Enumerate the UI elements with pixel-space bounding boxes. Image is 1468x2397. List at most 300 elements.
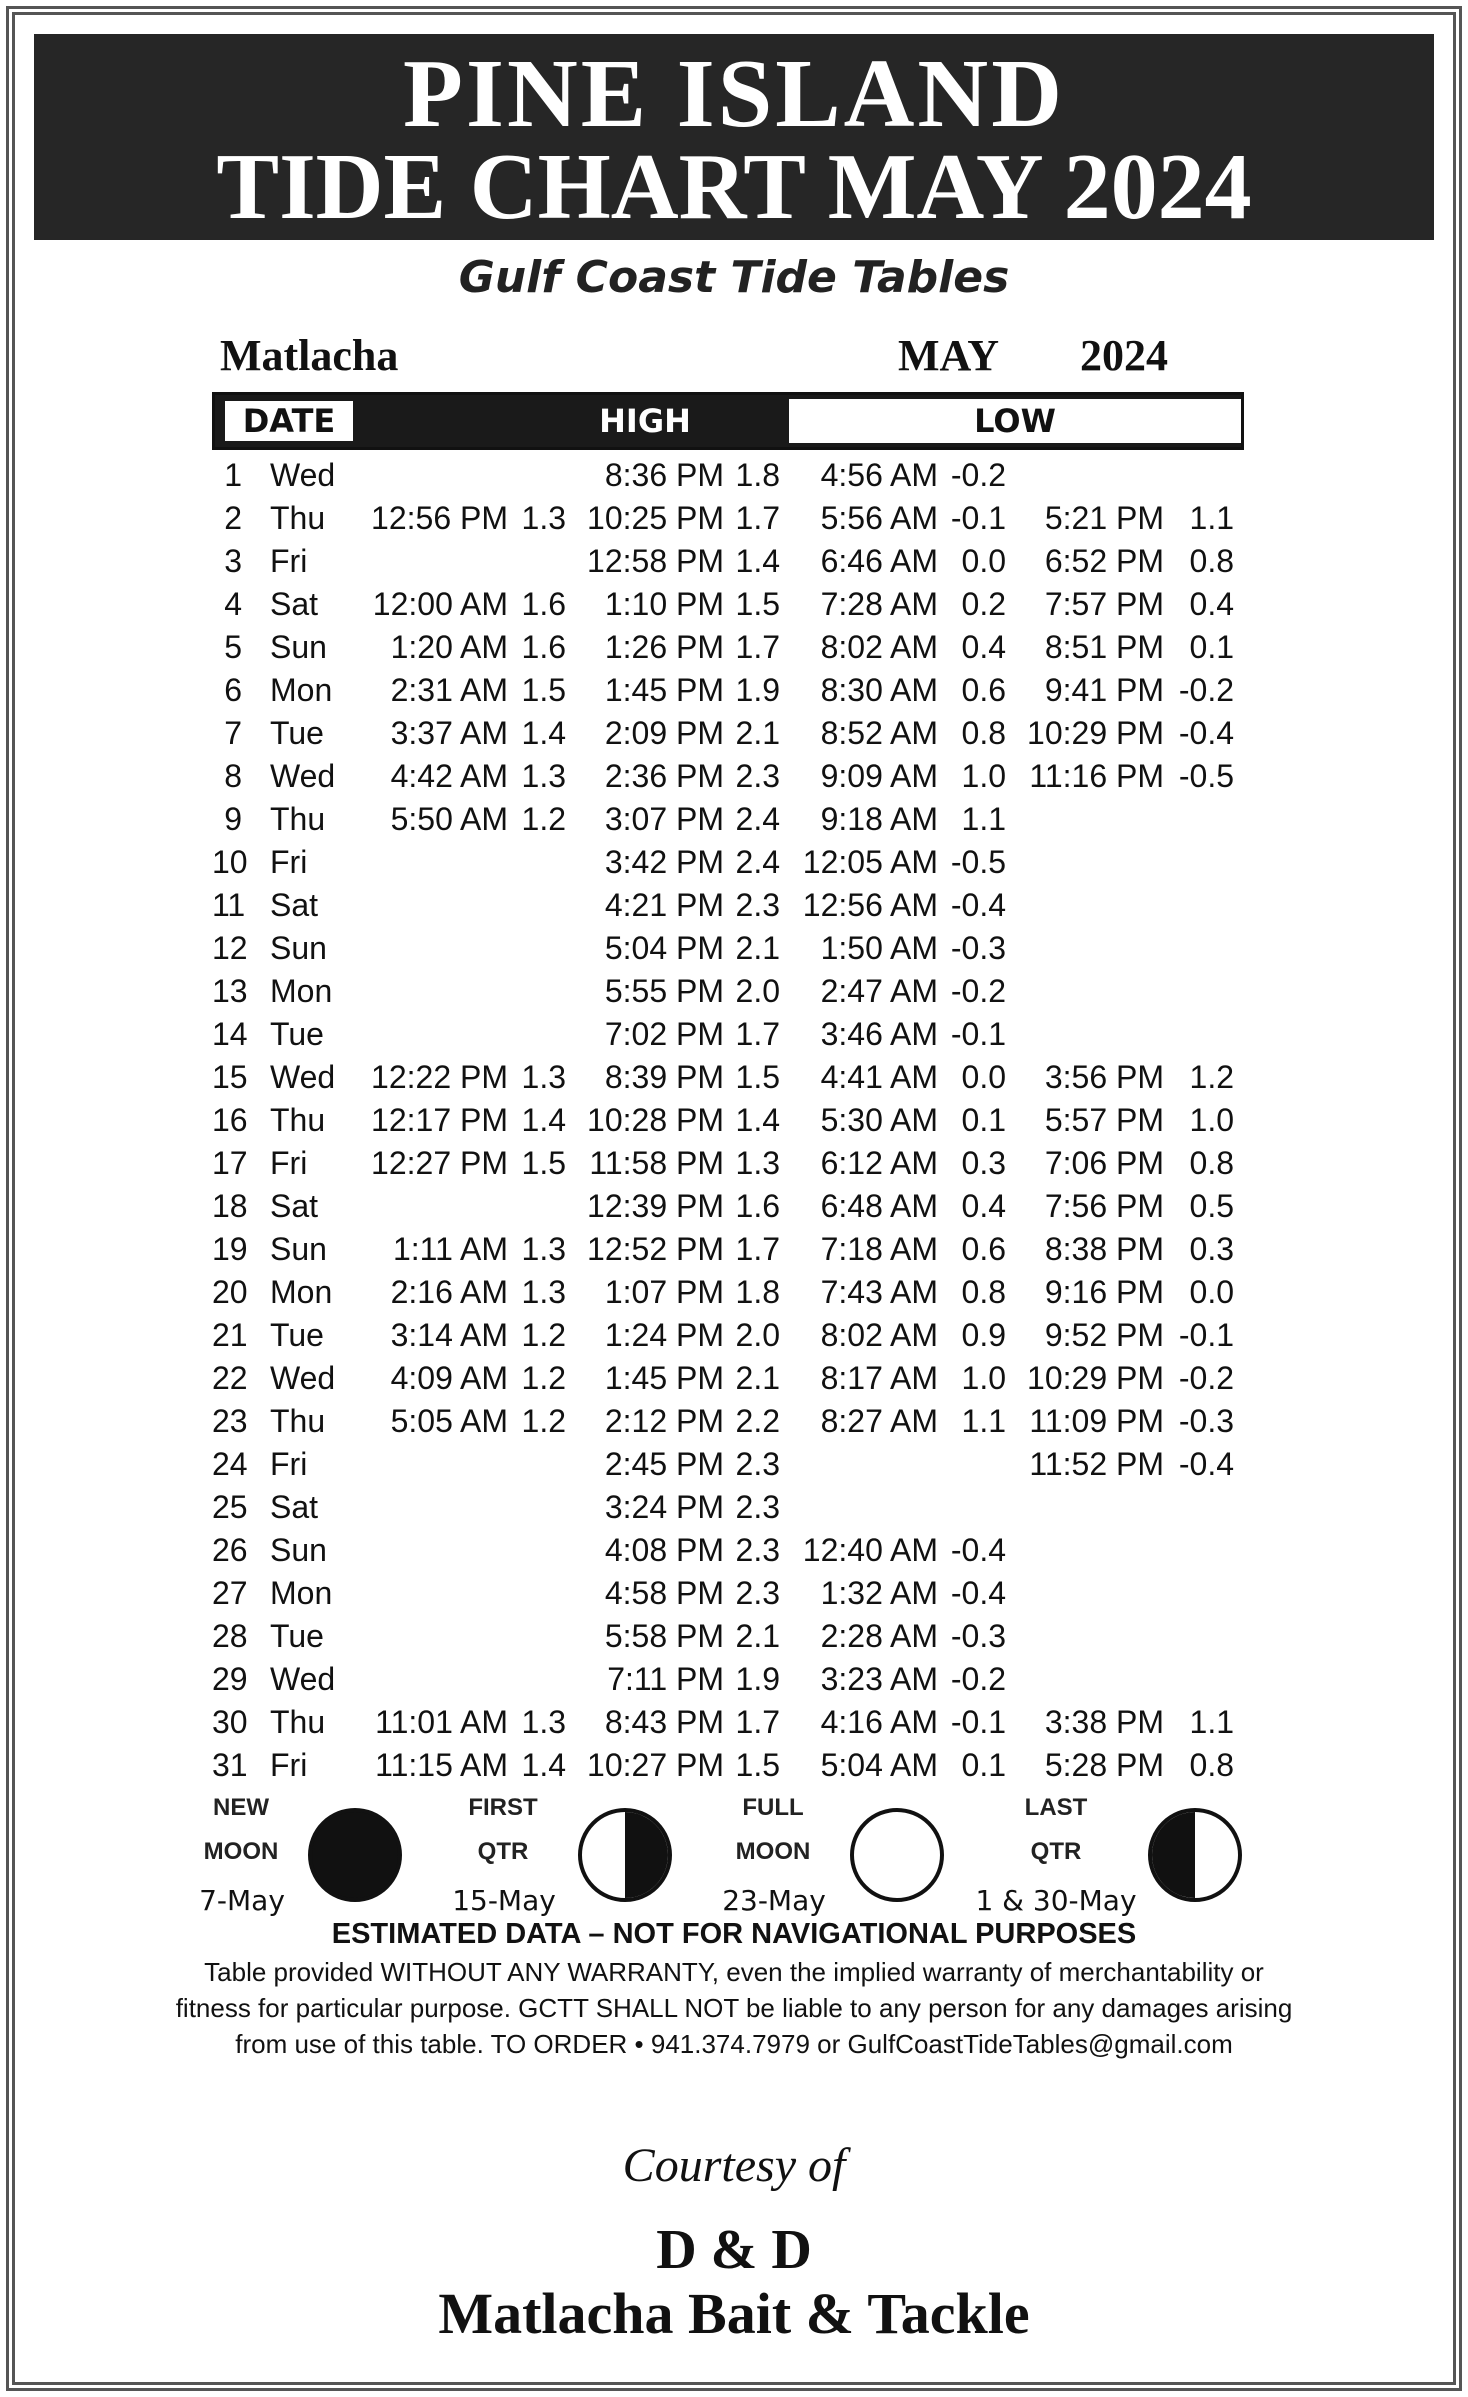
title-banner	[34, 34, 1434, 240]
table-row	[212, 1529, 1252, 1572]
day-number: 25	[212, 1489, 248, 1525]
low-1-time: 4:16 AM	[820, 1704, 938, 1740]
high-1-height: 1.5	[521, 672, 566, 708]
low-1-height: -0.4	[950, 887, 1006, 923]
low-1-time: 12:40 AM	[802, 1532, 938, 1568]
table-row	[212, 1400, 1252, 1443]
table-row	[212, 1056, 1252, 1099]
table-row	[212, 497, 1252, 540]
low-1-time: 8:30 AM	[820, 672, 938, 708]
high-2-height: 2.4	[735, 801, 780, 837]
day-of-week: Sun	[270, 1231, 327, 1267]
high-2-time: 3:24 PM	[604, 1489, 724, 1525]
moon-date-new: 7-May	[199, 1884, 285, 1917]
low-1-height: 0.6	[961, 672, 1006, 708]
moon-date-first: 15-May	[452, 1884, 556, 1917]
low-2-time: 7:57 PM	[1044, 586, 1164, 622]
day-of-week: Fri	[270, 543, 308, 579]
table-row	[212, 1572, 1252, 1615]
low-1-height: -0.3	[950, 930, 1006, 966]
day-number: 2	[224, 500, 242, 536]
high-1-height: 1.3	[521, 500, 566, 536]
low-1-time: 5:04 AM	[820, 1747, 938, 1783]
moon-label-full-2: MOON	[735, 1838, 811, 1865]
low-2-time: 7:56 PM	[1044, 1188, 1164, 1224]
day-number: 26	[212, 1532, 248, 1568]
low-1-height: 0.8	[961, 1274, 1006, 1310]
day-number: 5	[224, 629, 242, 665]
low-1-height: 0.3	[961, 1145, 1006, 1181]
high-1-height: 1.4	[521, 1102, 566, 1138]
high-2-time: 1:24 PM	[604, 1317, 724, 1353]
high-1-time: 11:01 AM	[375, 1704, 508, 1740]
last-quarter-moon-icon	[1148, 1808, 1242, 1902]
high-2-height: 1.5	[735, 586, 780, 622]
low-1-time: 7:28 AM	[820, 586, 938, 622]
high-2-height: 2.3	[735, 1575, 780, 1611]
day-of-week: Fri	[270, 844, 308, 880]
high-2-time: 4:58 PM	[604, 1575, 724, 1611]
low-2-height: 1.1	[1189, 1704, 1234, 1740]
high-2-height: 1.8	[735, 457, 780, 493]
low-2-height: 0.3	[1189, 1231, 1234, 1267]
low-1-height: 0.2	[961, 586, 1006, 622]
high-2-height: 2.0	[735, 973, 780, 1009]
day-of-week: Sat	[270, 1188, 319, 1224]
day-number: 10	[212, 844, 248, 880]
high-1-height: 1.3	[521, 1274, 566, 1310]
day-of-week: Sun	[270, 629, 327, 665]
title-line-2: TIDE CHART MAY 2024	[216, 135, 1252, 239]
low-1-height: 0.4	[961, 1188, 1006, 1224]
high-2-time: 5:55 PM	[604, 973, 724, 1009]
table-row	[212, 454, 1252, 497]
low-2-time: 3:56 PM	[1044, 1059, 1164, 1095]
low-2-height: -0.5	[1178, 758, 1234, 794]
moon-label-last-1: LAST	[1024, 1794, 1088, 1821]
table-row	[212, 1185, 1252, 1228]
high-2-time: 3:07 PM	[604, 801, 724, 837]
disclaimer-heading: ESTIMATED DATA – NOT FOR NAVIGATIONAL PURPOSES	[331, 1918, 1137, 1950]
high-1-time: 11:15 AM	[375, 1747, 508, 1783]
day-of-week: Tue	[270, 1016, 324, 1052]
low-1-time: 4:41 AM	[820, 1059, 938, 1095]
low-2-height: 0.5	[1189, 1188, 1234, 1224]
high-2-time: 7:02 PM	[604, 1016, 724, 1052]
high-1-height: 1.3	[521, 1059, 566, 1095]
low-2-height: 1.0	[1189, 1102, 1234, 1138]
low-1-time: 12:56 AM	[802, 887, 938, 923]
low-1-time: 2:28 AM	[820, 1618, 938, 1654]
business-name-2: Matlacha Bait & Tackle	[438, 2281, 1030, 2346]
high-2-time: 5:04 PM	[604, 930, 724, 966]
low-1-time: 6:48 AM	[820, 1188, 938, 1224]
low-1-time: 8:17 AM	[820, 1360, 938, 1396]
day-of-week: Wed	[270, 457, 336, 493]
table-row	[212, 798, 1252, 841]
table-row	[212, 841, 1252, 884]
low-2-height: -0.2	[1178, 1360, 1234, 1396]
table-row	[212, 1271, 1252, 1314]
low-2-time: 8:38 PM	[1044, 1231, 1164, 1267]
table-row	[212, 755, 1252, 798]
disclaimer-line-3: fitness for particular purpose. GCTT SHALL NOT be liable to any person for any damages arising	[175, 1993, 1293, 2023]
day-number: 14	[212, 1016, 248, 1052]
day-of-week: Fri	[270, 1145, 308, 1181]
high-2-time: 7:11 PM	[607, 1661, 724, 1697]
table-row	[212, 1142, 1252, 1185]
high-2-height: 1.7	[735, 500, 780, 536]
table-row	[212, 669, 1252, 712]
low-2-time: 9:41 PM	[1044, 672, 1164, 708]
low-1-time: 5:56 AM	[820, 500, 938, 536]
low-1-time: 12:05 AM	[802, 844, 938, 880]
high-1-time: 12:17 PM	[371, 1102, 508, 1138]
low-2-height: -0.3	[1178, 1403, 1234, 1439]
day-number: 20	[212, 1274, 248, 1310]
low-2-height: 0.8	[1189, 543, 1234, 579]
high-2-time: 1:26 PM	[604, 629, 724, 665]
table-row	[212, 927, 1252, 970]
day-of-week: Sat	[270, 887, 319, 923]
day-of-week: Wed	[270, 1360, 336, 1396]
business-name-1: D & D	[656, 2219, 812, 2281]
day-number: 8	[224, 758, 242, 794]
low-2-height: 1.2	[1189, 1059, 1234, 1095]
table-row	[212, 1013, 1252, 1056]
low-2-time: 8:51 PM	[1044, 629, 1164, 665]
high-2-height: 2.3	[735, 887, 780, 923]
high-1-time: 12:00 AM	[372, 586, 508, 622]
table-row	[212, 1443, 1252, 1486]
low-2-time: 3:38 PM	[1044, 1704, 1164, 1740]
high-1-height: 1.4	[521, 715, 566, 751]
day-number: 17	[212, 1145, 248, 1181]
low-1-time: 2:47 AM	[820, 973, 938, 1009]
high-2-time: 1:07 PM	[604, 1274, 724, 1310]
low-1-height: -0.2	[950, 973, 1006, 1009]
day-of-week: Sat	[270, 1489, 319, 1525]
table-row	[212, 1744, 1252, 1787]
full-moon-icon	[850, 1808, 944, 1902]
low-1-height: -0.1	[950, 500, 1006, 536]
high-2-time: 4:08 PM	[604, 1532, 724, 1568]
high-1-time: 2:16 AM	[390, 1274, 508, 1310]
high-2-height: 2.4	[735, 844, 780, 880]
day-number: 18	[212, 1188, 248, 1224]
high-2-height: 1.3	[735, 1145, 780, 1181]
table-row	[212, 1658, 1252, 1701]
high-2-time: 2:36 PM	[604, 758, 724, 794]
table-row	[212, 712, 1252, 755]
day-number: 23	[212, 1403, 248, 1439]
day-of-week: Sat	[270, 586, 319, 622]
high-1-time: 1:20 AM	[390, 629, 508, 665]
table-row	[212, 583, 1252, 626]
header-high: HIGH	[599, 402, 691, 440]
high-2-height: 2.3	[735, 1489, 780, 1525]
day-number: 1	[224, 457, 242, 493]
low-1-height: 0.0	[961, 1059, 1006, 1095]
high-2-time: 12:52 PM	[587, 1231, 724, 1267]
high-2-height: 1.5	[735, 1059, 780, 1095]
high-1-time: 3:37 AM	[390, 715, 508, 751]
high-2-height: 2.0	[735, 1317, 780, 1353]
day-of-week: Mon	[270, 672, 333, 708]
low-1-height: 0.1	[961, 1102, 1006, 1138]
low-1-time: 7:43 AM	[820, 1274, 938, 1310]
high-2-time: 2:12 PM	[604, 1403, 724, 1439]
high-2-time: 5:58 PM	[604, 1618, 724, 1654]
low-1-time: 8:27 AM	[820, 1403, 938, 1439]
high-2-time: 10:28 PM	[587, 1102, 724, 1138]
month: MAY	[898, 331, 1000, 380]
high-2-height: 1.7	[735, 629, 780, 665]
low-2-height: 0.8	[1189, 1747, 1234, 1783]
high-1-time: 5:05 AM	[390, 1403, 508, 1439]
high-2-time: 3:42 PM	[604, 844, 724, 880]
year: 2024	[1080, 331, 1168, 380]
new-moon-icon	[308, 1808, 402, 1902]
low-2-height: 0.0	[1189, 1274, 1234, 1310]
location: Matlacha	[220, 331, 399, 380]
table-row	[212, 884, 1252, 927]
low-1-height: -0.2	[950, 457, 1006, 493]
high-2-time: 1:10 PM	[604, 586, 724, 622]
day-number: 15	[212, 1059, 248, 1095]
high-1-time: 3:14 AM	[390, 1317, 508, 1353]
high-2-height: 1.9	[735, 672, 780, 708]
low-2-time: 6:52 PM	[1044, 543, 1164, 579]
low-1-height: 1.0	[961, 758, 1006, 794]
low-2-height: -0.4	[1178, 715, 1234, 751]
low-1-height: 0.1	[961, 1747, 1006, 1783]
high-2-height: 2.1	[735, 715, 780, 751]
low-2-height: 0.1	[1189, 629, 1234, 665]
day-of-week: Tue	[270, 1618, 324, 1654]
moon-label-last-2: QTR	[1030, 1838, 1082, 1865]
moon-date-last: 1 & 30-May	[975, 1884, 1137, 1917]
low-1-height: -0.4	[950, 1532, 1006, 1568]
day-number: 4	[224, 586, 242, 622]
low-1-time: 3:23 AM	[820, 1661, 938, 1697]
moon-label-new-1: NEW	[213, 1794, 269, 1821]
high-1-height: 1.3	[521, 1704, 566, 1740]
high-2-height: 1.7	[735, 1016, 780, 1052]
low-2-height: -0.1	[1178, 1317, 1234, 1353]
high-1-time: 4:09 AM	[390, 1360, 508, 1396]
high-2-height: 2.3	[735, 1532, 780, 1568]
day-number: 16	[212, 1102, 248, 1138]
high-2-time: 11:58 PM	[589, 1145, 724, 1181]
day-of-week: Thu	[270, 1102, 326, 1138]
moon-date-full: 23-May	[722, 1884, 826, 1917]
day-number: 22	[212, 1360, 248, 1396]
high-1-time: 5:50 AM	[390, 801, 508, 837]
low-2-time: 11:52 PM	[1029, 1446, 1164, 1482]
day-number: 27	[212, 1575, 248, 1611]
low-1-time: 1:50 AM	[820, 930, 938, 966]
disclaimer-line-4: from use of this table. TO ORDER • 941.374.7979 or GulfCoastTideTables@gmail.com	[235, 2029, 1233, 2059]
low-1-time: 7:18 AM	[820, 1231, 938, 1267]
low-2-height: 1.1	[1189, 500, 1234, 536]
low-1-time: 9:09 AM	[820, 758, 938, 794]
high-2-height: 1.4	[735, 1102, 780, 1138]
low-1-time: 6:46 AM	[820, 543, 938, 579]
day-of-week: Thu	[270, 1704, 326, 1740]
high-2-time: 1:45 PM	[604, 1360, 724, 1396]
courtesy-text: Courtesy of	[622, 2139, 846, 2192]
low-1-height: 0.6	[961, 1231, 1006, 1267]
high-1-time: 12:56 PM	[371, 500, 508, 536]
low-2-time: 5:57 PM	[1044, 1102, 1164, 1138]
high-1-height: 1.4	[521, 1747, 566, 1783]
low-1-height: -0.5	[950, 844, 1006, 880]
low-2-height: 0.4	[1189, 586, 1234, 622]
high-2-height: 2.3	[735, 758, 780, 794]
low-1-time: 8:52 AM	[820, 715, 938, 751]
day-number: 21	[212, 1317, 248, 1353]
high-1-height: 1.2	[521, 1403, 566, 1439]
day-number: 30	[212, 1704, 248, 1740]
high-1-height: 1.2	[521, 801, 566, 837]
low-2-time: 5:28 PM	[1044, 1747, 1164, 1783]
high-1-height: 1.2	[521, 1317, 566, 1353]
high-2-height: 2.1	[735, 1618, 780, 1654]
high-1-height: 1.3	[521, 758, 566, 794]
header-low: LOW	[789, 399, 1241, 443]
low-1-height: -0.3	[950, 1618, 1006, 1654]
day-number: 19	[212, 1231, 248, 1267]
low-1-time: 8:02 AM	[820, 1317, 938, 1353]
high-2-time: 2:09 PM	[604, 715, 724, 751]
low-1-height: -0.4	[950, 1575, 1006, 1611]
moon-label-first-2: QTR	[477, 1838, 529, 1865]
high-2-height: 2.2	[735, 1403, 780, 1439]
low-2-time: 9:16 PM	[1044, 1274, 1164, 1310]
day-of-week: Wed	[270, 758, 336, 794]
low-1-time: 4:56 AM	[820, 457, 938, 493]
high-2-height: 2.3	[735, 1446, 780, 1482]
low-2-time: 7:06 PM	[1044, 1145, 1164, 1181]
high-2-height: 2.1	[735, 930, 780, 966]
low-1-height: 0.9	[961, 1317, 1006, 1353]
low-1-height: 1.1	[961, 1403, 1006, 1439]
tide-table	[212, 454, 1252, 1787]
low-2-height: -0.4	[1178, 1446, 1234, 1482]
low-1-height: 1.0	[961, 1360, 1006, 1396]
high-2-time: 8:36 PM	[604, 457, 724, 493]
high-2-time: 2:45 PM	[604, 1446, 724, 1482]
high-2-time: 8:39 PM	[604, 1059, 724, 1095]
table-row	[212, 1228, 1252, 1271]
moon-label-full-1: FULL	[742, 1794, 804, 1821]
high-1-time: 12:27 PM	[371, 1145, 508, 1181]
high-2-height: 1.4	[735, 543, 780, 579]
day-number: 13	[212, 973, 248, 1009]
low-1-height: -0.1	[950, 1704, 1006, 1740]
disclaimer-line-2: Table provided WITHOUT ANY WARRANTY, even the implied warranty of merchantability or	[204, 1957, 1264, 1987]
day-of-week: Sun	[270, 1532, 327, 1568]
day-number: 28	[212, 1618, 248, 1654]
high-2-time: 8:43 PM	[604, 1704, 724, 1740]
day-of-week: Mon	[270, 973, 333, 1009]
high-1-height: 1.6	[521, 629, 566, 665]
low-1-height: 1.1	[961, 801, 1006, 837]
table-row	[212, 1357, 1252, 1400]
table-row	[212, 970, 1252, 1013]
high-1-height: 1.5	[521, 1145, 566, 1181]
day-of-week: Tue	[270, 715, 324, 751]
subtitle: Gulf Coast Tide Tables	[458, 252, 1010, 303]
table-row	[212, 1615, 1252, 1658]
high-1-height: 1.3	[521, 1231, 566, 1267]
table-row	[212, 1701, 1252, 1744]
low-2-time: 10:29 PM	[1027, 1360, 1164, 1396]
moon-label-new-2: MOON	[203, 1838, 279, 1865]
title-line-1: PINE ISLAND	[403, 40, 1065, 148]
high-2-height: 1.8	[735, 1274, 780, 1310]
high-1-time: 12:22 PM	[371, 1059, 508, 1095]
day-of-week: Thu	[270, 500, 326, 536]
low-2-time: 9:52 PM	[1044, 1317, 1164, 1353]
day-number: 11	[212, 887, 246, 923]
low-1-height: -0.1	[950, 1016, 1006, 1052]
day-number: 7	[224, 715, 242, 751]
low-1-time: 8:02 AM	[820, 629, 938, 665]
moon-label-first-1: FIRST	[468, 1794, 538, 1821]
day-number: 3	[224, 543, 242, 579]
high-2-height: 1.5	[735, 1747, 780, 1783]
low-1-height: 0.8	[961, 715, 1006, 751]
day-of-week: Wed	[270, 1661, 336, 1697]
low-2-time: 11:16 PM	[1029, 758, 1164, 794]
low-1-time: 9:18 AM	[820, 801, 938, 837]
high-2-height: 1.6	[735, 1188, 780, 1224]
high-2-time: 10:27 PM	[587, 1747, 724, 1783]
day-of-week: Thu	[270, 801, 326, 837]
high-1-time: 2:31 AM	[390, 672, 508, 708]
day-of-week: Fri	[270, 1446, 308, 1482]
day-number: 12	[212, 930, 248, 966]
high-2-time: 4:21 PM	[604, 887, 724, 923]
high-2-height: 1.7	[735, 1704, 780, 1740]
day-number: 9	[224, 801, 242, 837]
low-1-time: 3:46 AM	[820, 1016, 938, 1052]
table-row	[212, 1314, 1252, 1357]
high-2-height: 1.9	[735, 1661, 780, 1697]
low-1-time: 1:32 AM	[820, 1575, 938, 1611]
day-of-week: Mon	[270, 1575, 333, 1611]
day-number: 31	[212, 1747, 248, 1783]
low-2-time: 11:09 PM	[1029, 1403, 1164, 1439]
day-of-week: Tue	[270, 1317, 324, 1353]
low-2-time: 5:21 PM	[1044, 500, 1164, 536]
high-1-time: 4:42 AM	[390, 758, 508, 794]
header-date: DATE	[225, 401, 353, 441]
day-of-week: Wed	[270, 1059, 336, 1095]
day-number: 29	[212, 1661, 248, 1697]
high-2-time: 1:45 PM	[604, 672, 724, 708]
day-of-week: Sun	[270, 930, 327, 966]
high-2-time: 10:25 PM	[587, 500, 724, 536]
table-row	[212, 626, 1252, 669]
table-row	[212, 1486, 1252, 1529]
low-1-time: 5:30 AM	[820, 1102, 938, 1138]
first-quarter-moon-icon	[578, 1808, 672, 1902]
high-2-height: 1.7	[735, 1231, 780, 1267]
low-2-height: 0.8	[1189, 1145, 1234, 1181]
